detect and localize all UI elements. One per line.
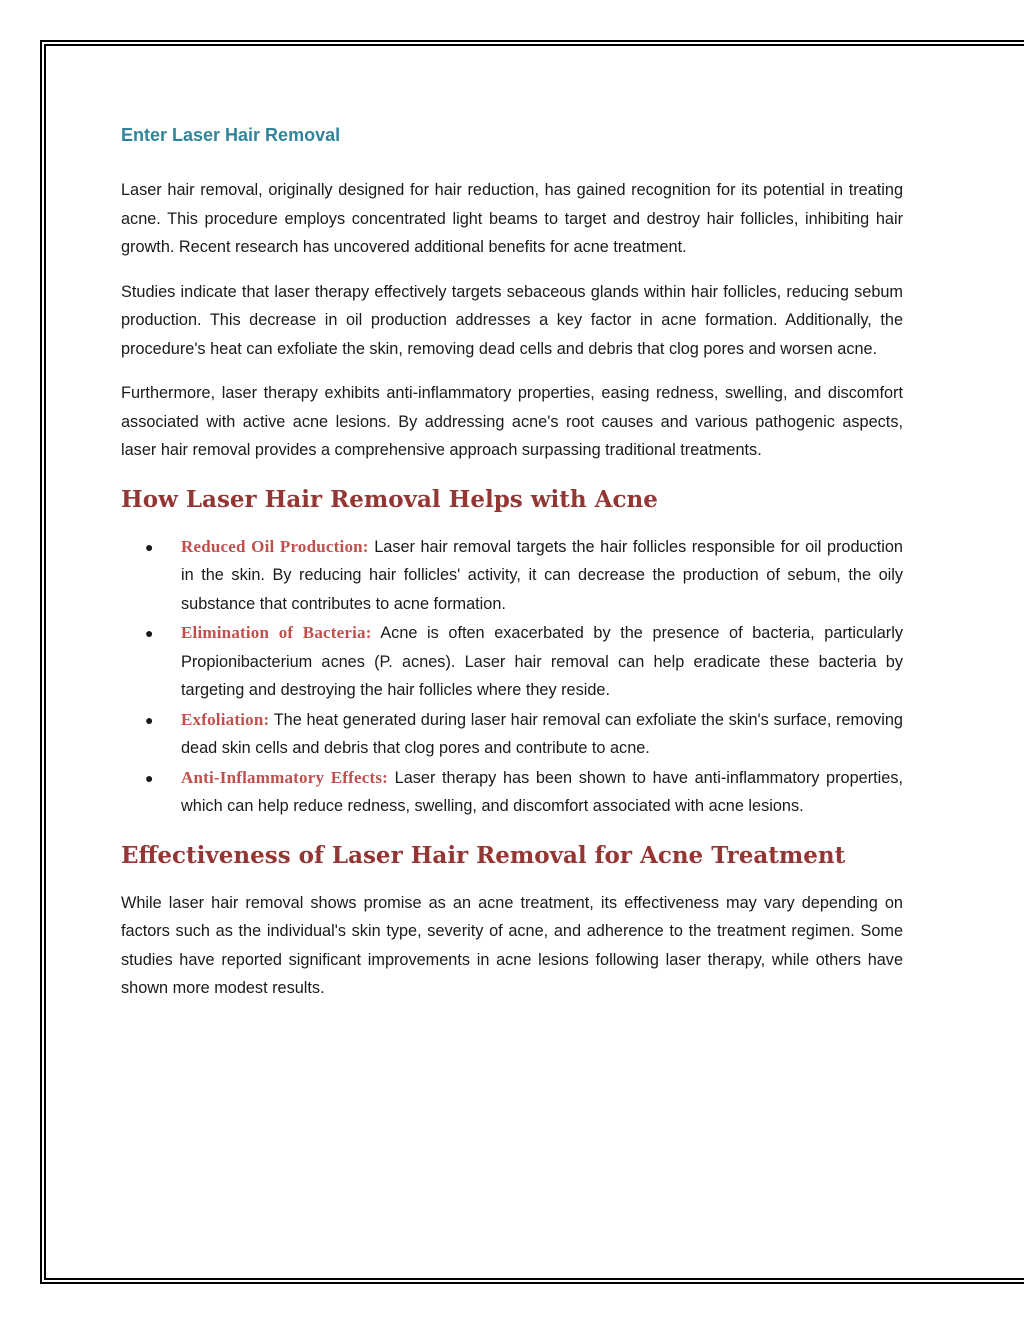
list-item-text: Laser therapy has been shown to have anti-inflammatory properties, which can help reduce redness, swelling, and discomfort associated with acne lesions. (181, 768, 903, 815)
paragraph: Laser hair removal, originally designed for hair reduction, has gained recognition for its potential in treating acne. This procedure employs concentrated light beams to target and destroy hair follicles, inhibiting hair growth. Recent research has uncovered additional benefits for acne treatment. (121, 181, 903, 256)
document-content (121, 118, 903, 1019)
bullet-icon: ● (145, 625, 154, 641)
paragraph: Studies indicate that laser therapy effectively targets sebaceous glands within hair follicles, reducing sebum production. This decrease in oil production addresses a key factor in acne formation. Additionally, the procedure's heat can exfoliate the skin, removing dead cells and debris that clog pores and worsen acne. (121, 282, 903, 358)
paragraph: While laser hair removal shows promise as an acne treatment, its effectiveness may vary depending on factors such as the individual's skin type, severity of acne, and adherence to the treatment regimen. Some studies have reported significant improvements in acne lesions following laser therapy, while others have shown more modest results. (121, 893, 903, 997)
section-heading-how-it-helps: How Laser Hair Removal Helps with Acne (121, 485, 658, 513)
list-item (121, 619, 903, 705)
list-item (121, 764, 903, 821)
list-item-text: Acne is often exacerbated by the presence of bacteria, particularly Propionibacterium acnes (P. acnes). Laser hair removal can help eradicate these bacteria by targeting and destroying the hair follicles where they reside. (181, 624, 903, 699)
list-item-term: Elimination of Bacteria: (181, 623, 372, 642)
list-item-term: Exfoliation: (181, 709, 270, 729)
benefits-list (121, 533, 903, 821)
list-item (121, 706, 903, 763)
section-heading-effectiveness: Effectiveness of Laser Hair Removal for Acne Treatment (121, 841, 846, 869)
list-item-text: Laser hair removal targets the hair follicles responsible for oil production in the skin. By reducing hair follicles' activity, it can decrease the production of sebum, the oily substance that contributes to acne formation. (181, 537, 903, 613)
bullet-icon: ● (145, 769, 154, 786)
list-item-term: Anti-Inflammatory Effects: (181, 767, 389, 787)
bullet-icon: ● (145, 711, 154, 728)
paragraph: Furthermore, laser therapy exhibits anti-inflammatory properties, easing redness, swelling, and discomfort associated with active acne lesions. By addressing acne's root causes and various pathogenic aspects, laser hair removal provides a comprehensive approach surpassing traditional treatments. (121, 384, 903, 459)
list-item (121, 533, 903, 619)
section-heading-enter-laser: Enter Laser Hair Removal (121, 125, 341, 145)
list-item-term: Reduced Oil Production: (181, 536, 369, 556)
bullet-icon: ● (145, 538, 154, 555)
list-item-text: The heat generated during laser hair removal can exfoliate the skin's surface, removing dead skin cells and debris that clog pores and contribute to acne. (181, 710, 903, 757)
